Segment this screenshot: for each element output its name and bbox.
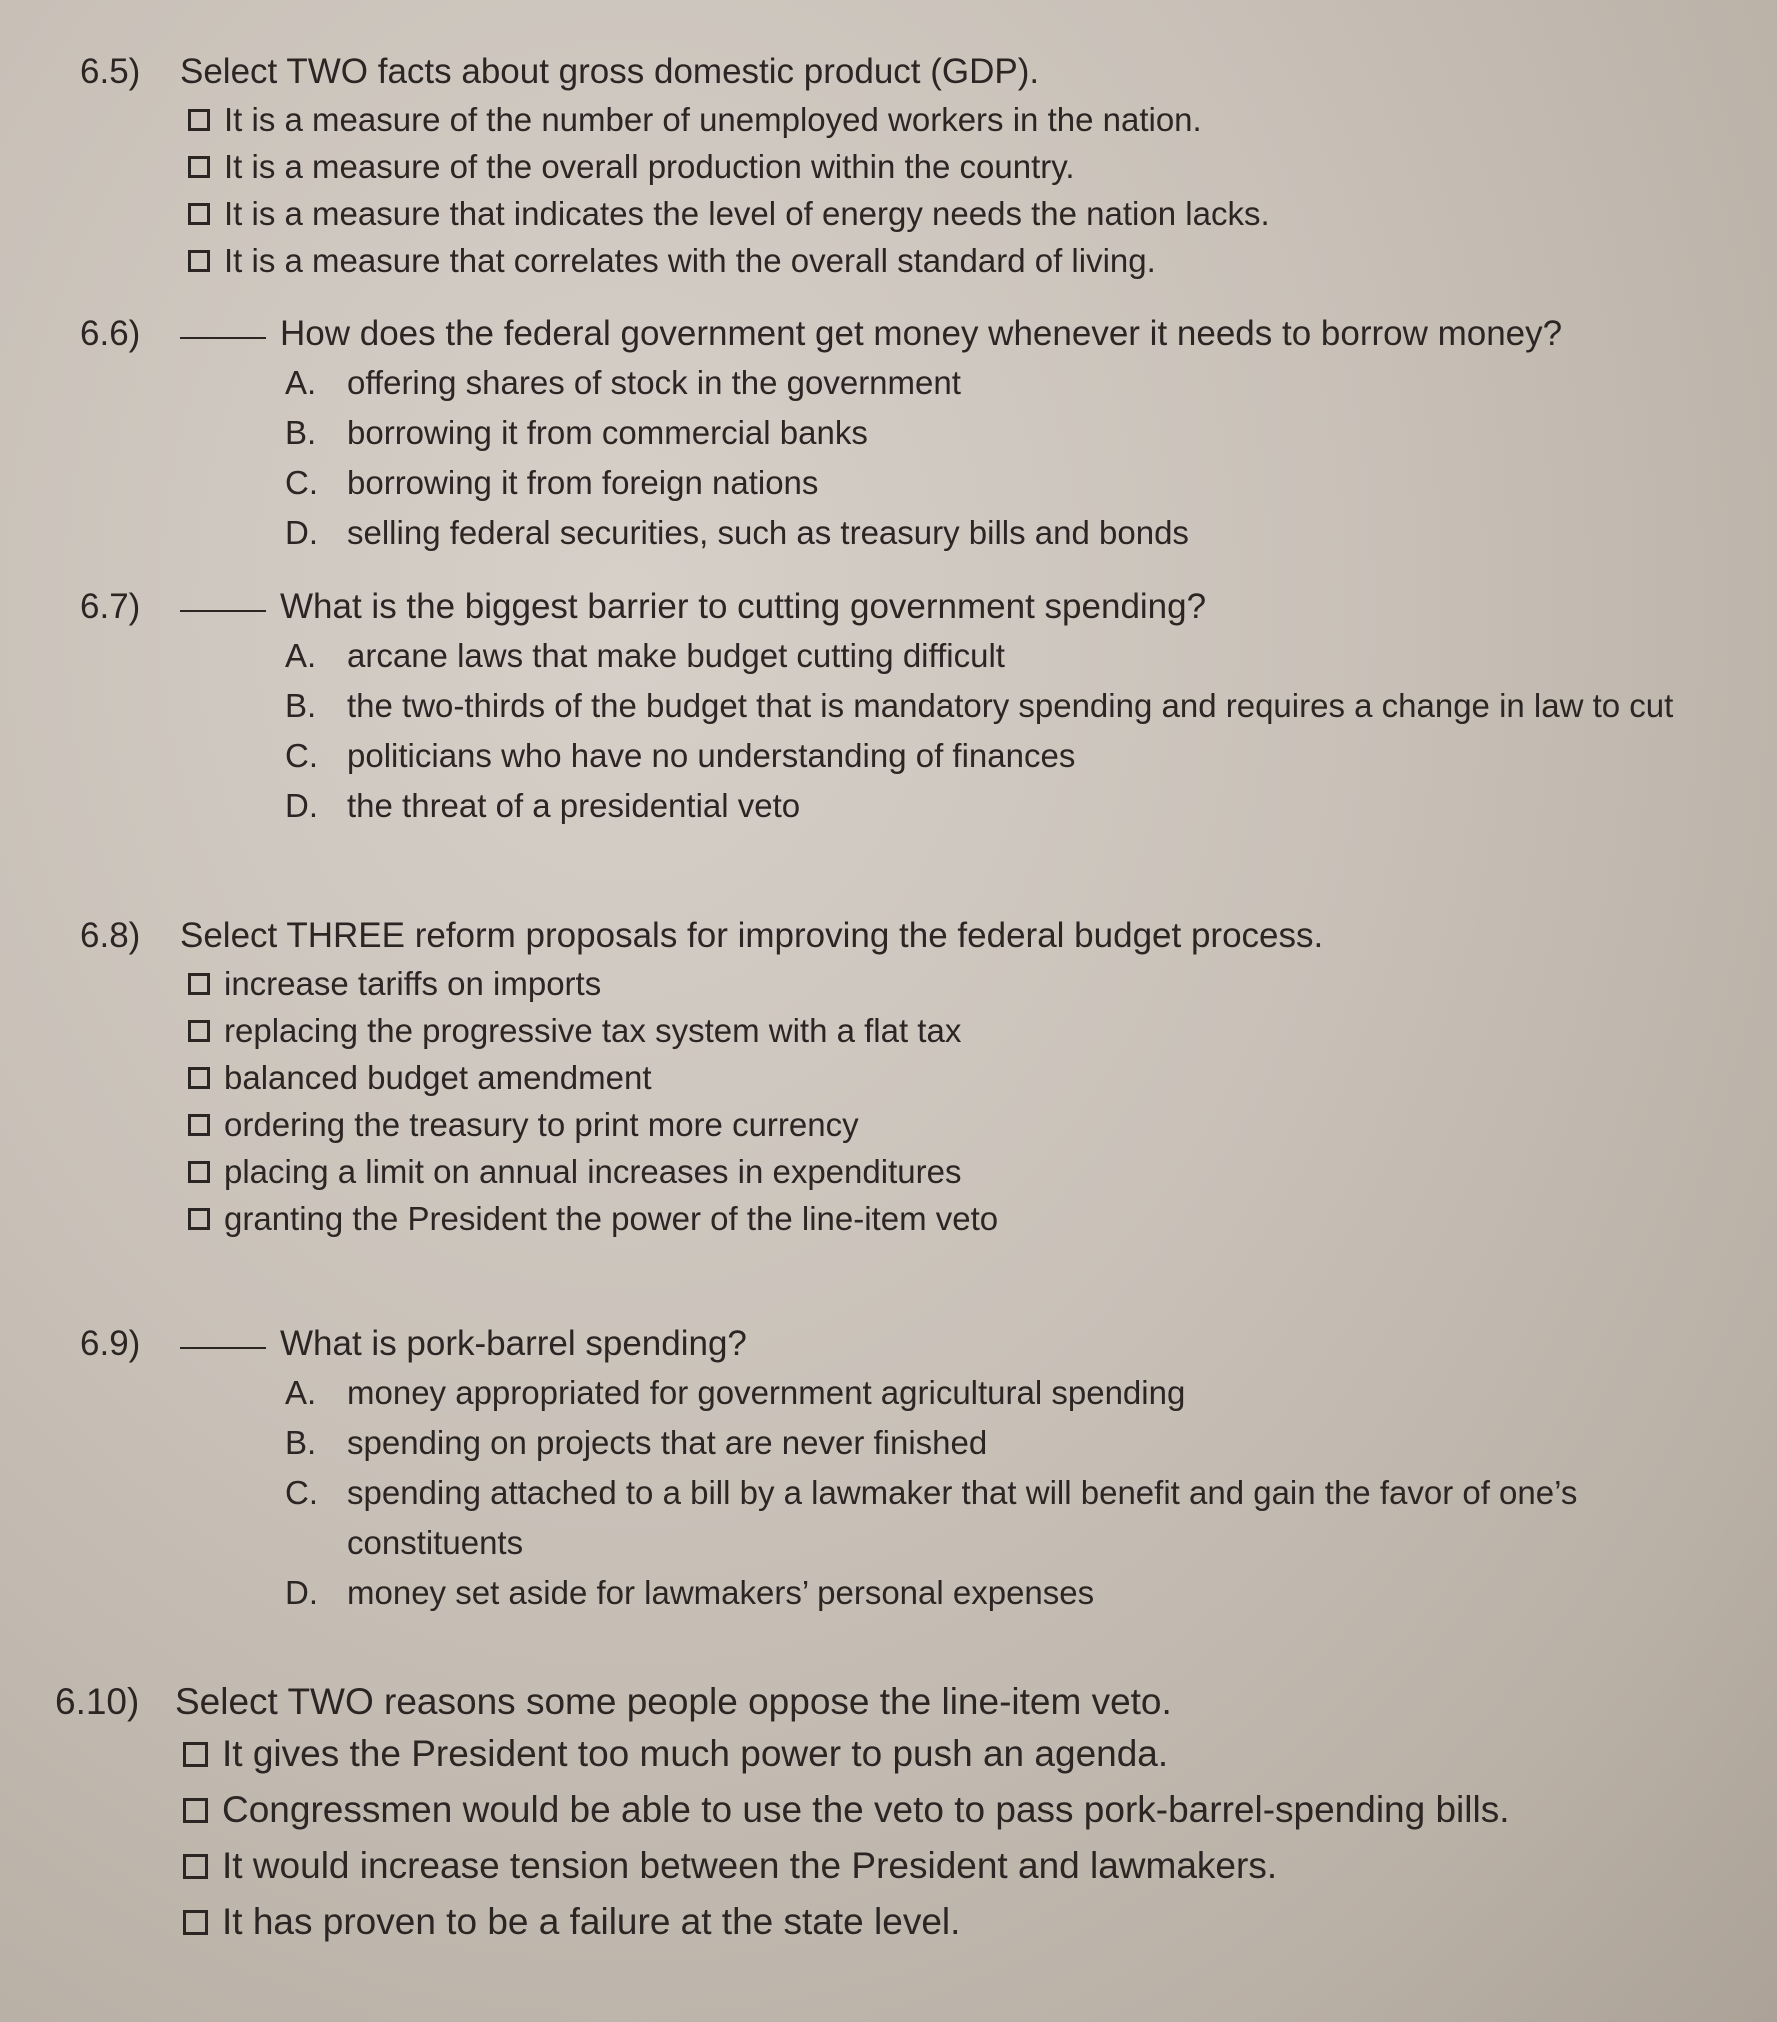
option-text: increase tariffs on imports [224, 965, 602, 1002]
checkbox[interactable] [188, 1114, 210, 1136]
question-header [80, 912, 1740, 960]
question-6-8 [80, 912, 1740, 1242]
question-header [80, 1320, 1740, 1368]
option-text: It is a measure that correlates with the overall standard of living. [224, 242, 1156, 279]
question-prompt: What is pork-barrel spending? [280, 1324, 747, 1363]
question-prompt: Select TWO facts about gross domestic product (GDP). [180, 52, 1040, 91]
checkbox[interactable] [188, 1161, 210, 1183]
choice-option [285, 631, 1740, 681]
option-text: money set aside for lawmakers’ personal expenses [347, 1574, 1095, 1611]
option-text: spending attached to a bill by a lawmaker that will benefit and gain the favor of one’s constituents [347, 1474, 1578, 1561]
checkbox[interactable] [183, 1798, 208, 1823]
choice-option [285, 1418, 1740, 1468]
option-text: borrowing it from foreign nations [347, 464, 819, 501]
option-text: spending on projects that are never finished [347, 1424, 988, 1461]
check-option [188, 960, 1740, 1007]
question-number: 6.7) [80, 587, 141, 626]
question-header [80, 48, 1740, 96]
option-text: selling federal securities, such as treasury bills and bonds [347, 514, 1189, 551]
option-text: ordering the treasury to print more currency [224, 1106, 859, 1143]
choice-option [285, 1568, 1740, 1618]
answer-blank[interactable] [180, 337, 266, 339]
check-option [188, 143, 1740, 190]
question-number: 6.6) [80, 314, 141, 353]
answer-blank[interactable] [180, 610, 266, 612]
check-option [183, 1838, 1715, 1894]
option-letter: B. [285, 414, 317, 451]
question-6-6 [80, 310, 1740, 558]
option-text: It gives the President too much power to push an agenda. [222, 1733, 1169, 1774]
choice-option [285, 458, 1740, 508]
option-letter: C. [285, 464, 318, 501]
check-option [188, 1007, 1740, 1054]
option-text: politicians who have no understanding of finances [347, 737, 1076, 774]
option-letter: D. [285, 514, 318, 551]
question-number: 6.5) [80, 52, 141, 91]
check-option [183, 1726, 1715, 1782]
checkbox[interactable] [188, 250, 210, 272]
check-option [188, 1054, 1740, 1101]
question-prompt: Select TWO reasons some people oppose the line-item veto. [175, 1681, 1172, 1722]
checkbox[interactable] [188, 1208, 210, 1230]
question-6-7 [80, 583, 1740, 831]
option-letter: D. [285, 787, 318, 824]
checkbox[interactable] [188, 1020, 210, 1042]
option-text: It is a measure of the number of unemployed workers in the nation. [224, 101, 1202, 138]
option-letter: C. [285, 737, 318, 774]
check-option [188, 1195, 1740, 1242]
answer-blank[interactable] [180, 1347, 266, 1349]
option-text: the two-thirds of the budget that is mandatory spending and requires a change in law to cut [347, 687, 1674, 724]
option-text: the threat of a presidential veto [347, 787, 801, 824]
option-letter: C. [285, 1474, 318, 1511]
question-prompt: How does the federal government get money whenever it needs to borrow money? [280, 314, 1563, 353]
question-6-5 [80, 48, 1740, 284]
checkbox[interactable] [188, 109, 210, 131]
checkbox[interactable] [188, 973, 210, 995]
option-letter: A. [285, 364, 317, 401]
question-header [80, 310, 1740, 358]
checkbox[interactable] [183, 1742, 208, 1767]
checkbox[interactable] [188, 156, 210, 178]
question-6-9 [80, 1320, 1740, 1618]
choice-option [285, 781, 1740, 831]
option-text: borrowing it from commercial banks [347, 414, 868, 451]
choice-option [285, 731, 1740, 781]
option-text: placing a limit on annual increases in expenditures [224, 1153, 962, 1190]
option-letter: D. [285, 1574, 318, 1611]
checkbox[interactable] [188, 203, 210, 225]
option-text: It has proven to be a failure at the state level. [222, 1901, 961, 1942]
option-text: offering shares of stock in the government [347, 364, 961, 401]
option-text: It is a measure that indicates the level of energy needs the nation lacks. [224, 195, 1270, 232]
option-text: money appropriated for government agricultural spending [347, 1374, 1186, 1411]
choice-option [285, 1468, 1740, 1568]
option-text: granting the President the power of the line-item veto [224, 1200, 999, 1237]
choice-option [285, 1368, 1740, 1418]
choice-option [285, 358, 1740, 408]
choice-option [285, 408, 1740, 458]
option-text: It would increase tension between the President and lawmakers. [222, 1845, 1278, 1886]
question-prompt: What is the biggest barrier to cutting government spending? [280, 587, 1207, 626]
choice-option [285, 508, 1740, 558]
option-text: Congressmen would be able to use the veto to pass pork-barrel-spending bills. [222, 1789, 1510, 1830]
question-6-10 [55, 1678, 1715, 1950]
checkbox[interactable] [183, 1854, 208, 1879]
question-number: 6.10) [55, 1681, 140, 1722]
option-text: It is a measure of the overall production within the country. [224, 148, 1075, 185]
check-option [188, 237, 1740, 284]
check-option [188, 96, 1740, 143]
option-letter: B. [285, 687, 317, 724]
question-header [55, 1678, 1715, 1726]
checkbox[interactable] [188, 1067, 210, 1089]
option-text: balanced budget amendment [224, 1059, 652, 1096]
option-letter: A. [285, 1374, 317, 1411]
choice-option [285, 681, 1740, 731]
check-option [188, 1148, 1740, 1195]
option-text: arcane laws that make budget cutting difficult [347, 637, 1005, 674]
question-prompt: Select THREE reform proposals for improving the federal budget process. [180, 916, 1324, 955]
question-number: 6.8) [80, 916, 141, 955]
option-letter: B. [285, 1424, 317, 1461]
option-letter: A. [285, 637, 317, 674]
question-header [80, 583, 1740, 631]
check-option [183, 1782, 1715, 1838]
checkbox[interactable] [183, 1910, 208, 1935]
check-option [188, 1101, 1740, 1148]
check-option [183, 1894, 1715, 1950]
option-text: replacing the progressive tax system with a flat tax [224, 1012, 962, 1049]
check-option [188, 190, 1740, 237]
question-number: 6.9) [80, 1324, 141, 1363]
